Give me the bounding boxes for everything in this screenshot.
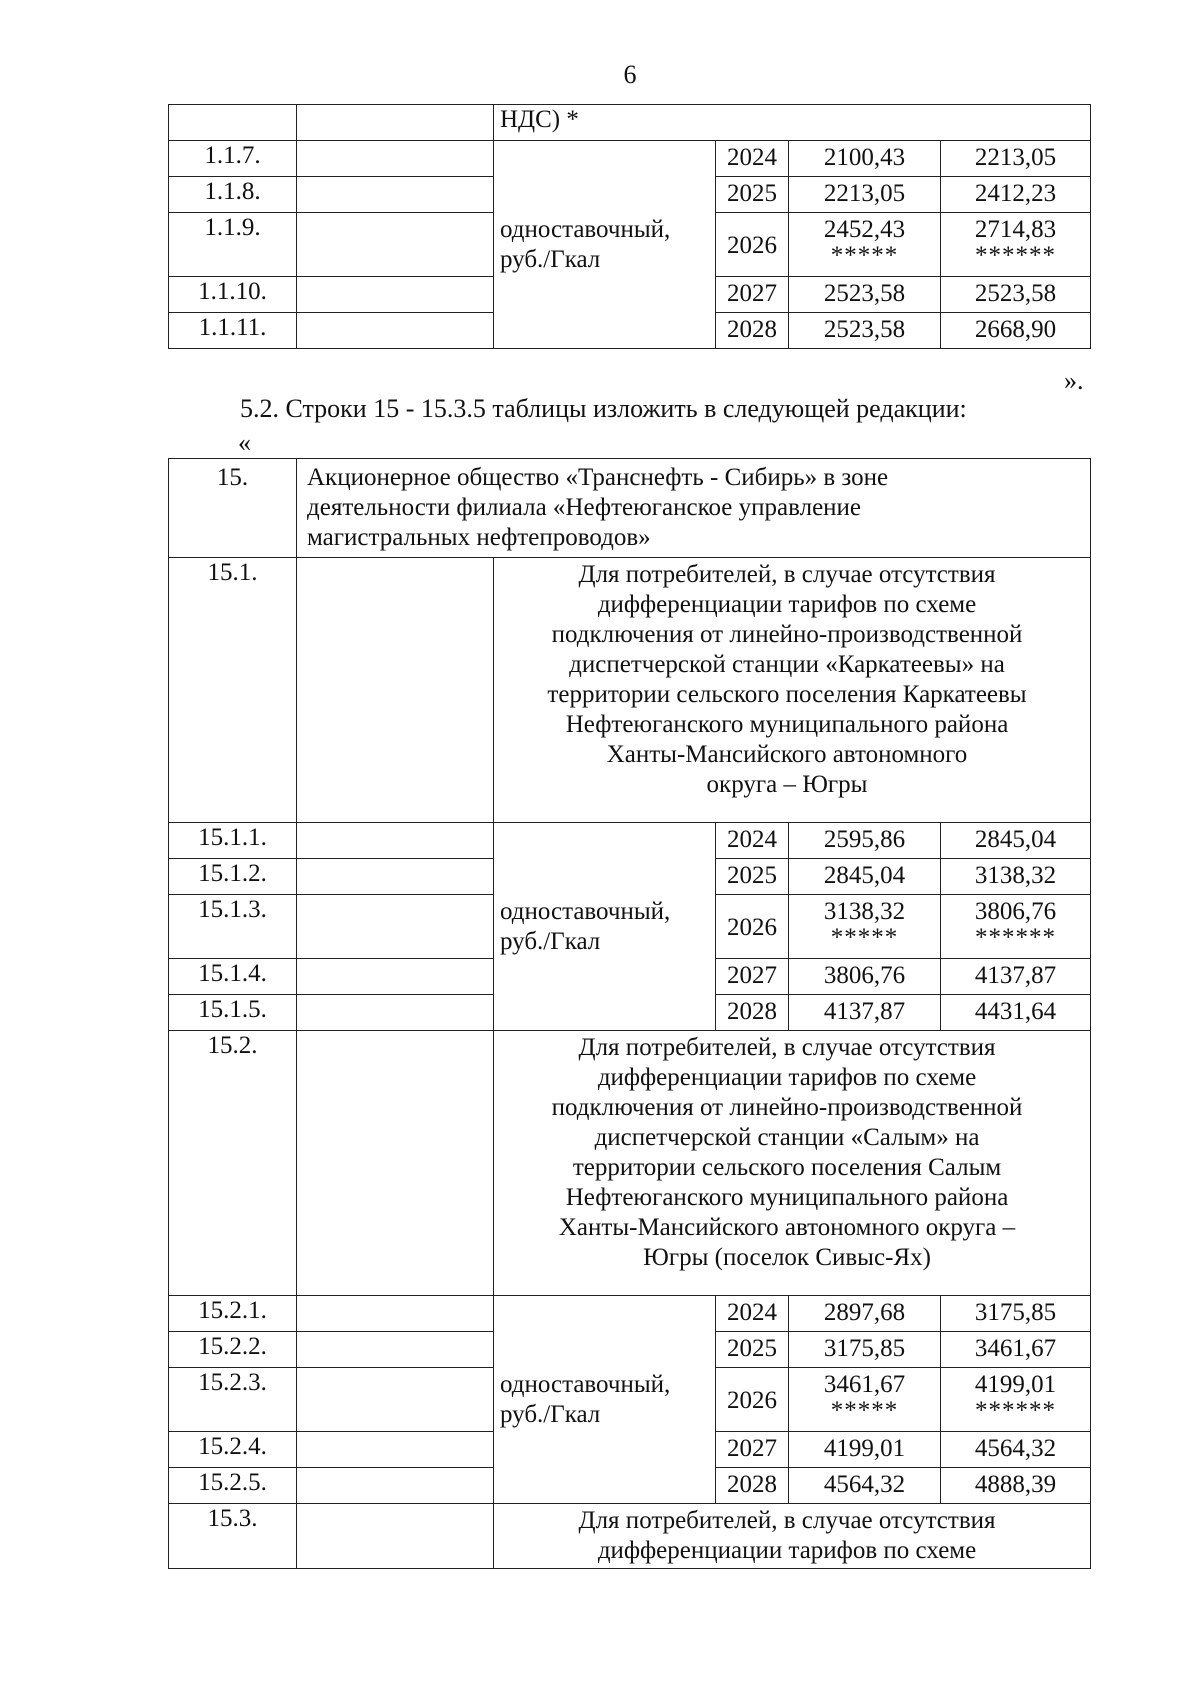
amendment-paragraph: 5.2. Строки 15 - 15.3.5 таблицы изложить в следующей редакции:: [240, 394, 967, 423]
row-number: 15.2.2.: [169, 1332, 297, 1368]
value-cell: [941, 213, 1091, 277]
table-row: [169, 823, 1091, 859]
table-row: [169, 558, 1091, 823]
org-line: магистральных нефтепроводов»: [307, 524, 651, 551]
value-cell: 4431,64: [941, 995, 1091, 1031]
value-cell: 2100,43: [789, 141, 941, 177]
desc-line: диспетчерской станции «Салым» на: [594, 1124, 980, 1151]
row-number: 15.1.3.: [169, 895, 297, 959]
value-text: 2714,83: [974, 216, 1057, 243]
footnote-stars: *****: [830, 242, 899, 269]
value-cell: [789, 213, 941, 277]
year-cell: 2028: [716, 995, 789, 1031]
table-row: [169, 105, 1091, 141]
value-cell: [941, 895, 1091, 959]
desc-line: Югры (поселок Сивыс-Ях): [643, 1244, 931, 1271]
year-cell: 2026: [716, 213, 789, 277]
desc-line: Для потребителей, в случае отсутствия: [578, 1507, 996, 1534]
value-cell: 3138,32: [941, 859, 1091, 895]
table-row: [169, 1296, 1091, 1332]
row-number: 15.2.5.: [169, 1468, 297, 1504]
row-number: 15.2.4.: [169, 1432, 297, 1468]
row-number: 1.1.7.: [169, 141, 297, 177]
row-number: 15.3.: [169, 1504, 297, 1569]
year-cell: 2026: [716, 895, 789, 959]
unit-line: руб./Гкал: [500, 1400, 601, 1428]
unit-cell: [494, 1296, 716, 1504]
top-tariff-table: [168, 104, 1091, 349]
desc-line: Для потребителей, в случае отсутствия: [578, 561, 996, 588]
footnote-stars: *****: [830, 1397, 899, 1424]
desc-line: дифференциации тарифов по схеме: [597, 1064, 977, 1091]
value-cell: 3175,85: [789, 1332, 941, 1368]
unit-cell: [494, 141, 716, 349]
value-cell: 4888,39: [941, 1468, 1091, 1504]
value-text: 3138,32: [823, 898, 906, 925]
value-cell: 2523,58: [941, 277, 1091, 313]
row-number: 15.2.3.: [169, 1368, 297, 1432]
footnote-stars: *****: [830, 924, 899, 951]
main-tariff-table: [168, 458, 1091, 1569]
value-cell: 2523,58: [789, 313, 941, 349]
row-number: 15.2.1.: [169, 1296, 297, 1332]
unit-line: руб./Гкал: [500, 927, 601, 955]
footnote-stars: ******: [975, 242, 1057, 269]
desc-line: Нефтеюганского муниципального района: [565, 1184, 1009, 1211]
value-cell: 4137,87: [941, 959, 1091, 995]
value-cell: 4137,87: [789, 995, 941, 1031]
row-number: 15.1.5.: [169, 995, 297, 1031]
year-cell: 2024: [716, 823, 789, 859]
table-row: [169, 1031, 1091, 1296]
desc-line: подключения от линейно-производственной: [551, 621, 1023, 648]
value-cell: 4199,01: [789, 1432, 941, 1468]
value-cell: 3175,85: [941, 1296, 1091, 1332]
value-cell: 4564,32: [789, 1468, 941, 1504]
value-cell: 2897,68: [789, 1296, 941, 1332]
table-row: [169, 459, 1091, 558]
desc-line: округа – Югры: [706, 771, 868, 798]
desc-line: Для потребителей, в случае отсутствия: [578, 1034, 996, 1061]
unit-line: руб./Гкал: [500, 245, 601, 273]
row-number: 15.1.: [169, 558, 297, 823]
row-number: 1.1.8.: [169, 177, 297, 213]
header-tail: НДС) *: [494, 105, 1091, 141]
year-cell: 2028: [716, 1468, 789, 1504]
consumer-description: [494, 1504, 1091, 1569]
unit-line: одноставочный,: [500, 1370, 671, 1398]
closing-quote: ».: [1064, 366, 1084, 395]
desc-line: дифференциации тарифов по схеме: [597, 591, 977, 618]
year-cell: 2027: [716, 1432, 789, 1468]
consumer-description: [494, 1031, 1091, 1296]
value-text: 3461,67: [823, 1371, 906, 1398]
year-cell: 2024: [716, 1296, 789, 1332]
value-cell: 2523,58: [789, 277, 941, 313]
year-cell: 2025: [716, 1332, 789, 1368]
consumer-description: [494, 558, 1091, 823]
value-text: 4199,01: [974, 1371, 1057, 1398]
opening-quote: «: [238, 428, 251, 457]
table-row: [169, 1504, 1091, 1569]
value-cell: 2668,90: [941, 313, 1091, 349]
row-number: 1.1.9.: [169, 213, 297, 277]
desc-line: дифференциации тарифов по схеме: [597, 1537, 977, 1564]
desc-line: Ханты-Мансийского автономного округа –: [558, 1214, 1016, 1241]
desc-line: подключения от линейно-производственной: [551, 1094, 1023, 1121]
value-cell: 4564,32: [941, 1432, 1091, 1468]
value-cell: [789, 1368, 941, 1432]
desc-line: Нефтеюганского муниципального района: [565, 711, 1009, 738]
page-number: 6: [623, 60, 637, 89]
year-cell: 2026: [716, 1368, 789, 1432]
year-cell: 2025: [716, 177, 789, 213]
row-number: 1.1.11.: [169, 313, 297, 349]
value-cell: 2213,05: [789, 177, 941, 213]
desc-line: диспетчерской станции «Каркатеевы» на: [569, 651, 1005, 678]
row-number: 15.1.2.: [169, 859, 297, 895]
row-number: 15.: [169, 459, 297, 558]
year-cell: 2027: [716, 277, 789, 313]
value-cell: 3806,76: [789, 959, 941, 995]
value-text: 3806,76: [974, 898, 1057, 925]
unit-line: одноставочный,: [500, 897, 671, 925]
table-row: [169, 141, 1091, 177]
row-number: 1.1.10.: [169, 277, 297, 313]
year-cell: 2025: [716, 859, 789, 895]
value-text: 2452,43: [823, 216, 906, 243]
value-cell: 2412,23: [941, 177, 1091, 213]
value-cell: 2213,05: [941, 141, 1091, 177]
value-cell: [789, 895, 941, 959]
footnote-stars: ******: [975, 924, 1057, 951]
organization-cell: [297, 459, 1091, 558]
unit-cell: [494, 823, 716, 1031]
unit-line: одноставочный,: [500, 215, 671, 243]
row-number: 15.2.: [169, 1031, 297, 1296]
org-line: Акционерное общество «Транснефть - Сибирь» в зоне: [307, 464, 889, 491]
desc-line: Ханты-Мансийского автономного: [606, 741, 968, 768]
row-number: 15.1.4.: [169, 959, 297, 995]
desc-line: территории сельского поселения Каркатеевы: [547, 681, 1027, 708]
value-cell: [941, 1368, 1091, 1432]
value-cell: 3461,67: [941, 1332, 1091, 1368]
desc-line: территории сельского поселения Салым: [572, 1154, 1002, 1181]
year-cell: 2027: [716, 959, 789, 995]
value-cell: 2595,86: [789, 823, 941, 859]
value-cell: 2845,04: [941, 823, 1091, 859]
footnote-stars: ******: [975, 1397, 1057, 1424]
year-cell: 2028: [716, 313, 789, 349]
org-line: деятельности филиала «Нефтеюганское управление: [307, 494, 862, 521]
row-number: 15.1.1.: [169, 823, 297, 859]
year-cell: 2024: [716, 141, 789, 177]
value-cell: 2845,04: [789, 859, 941, 895]
